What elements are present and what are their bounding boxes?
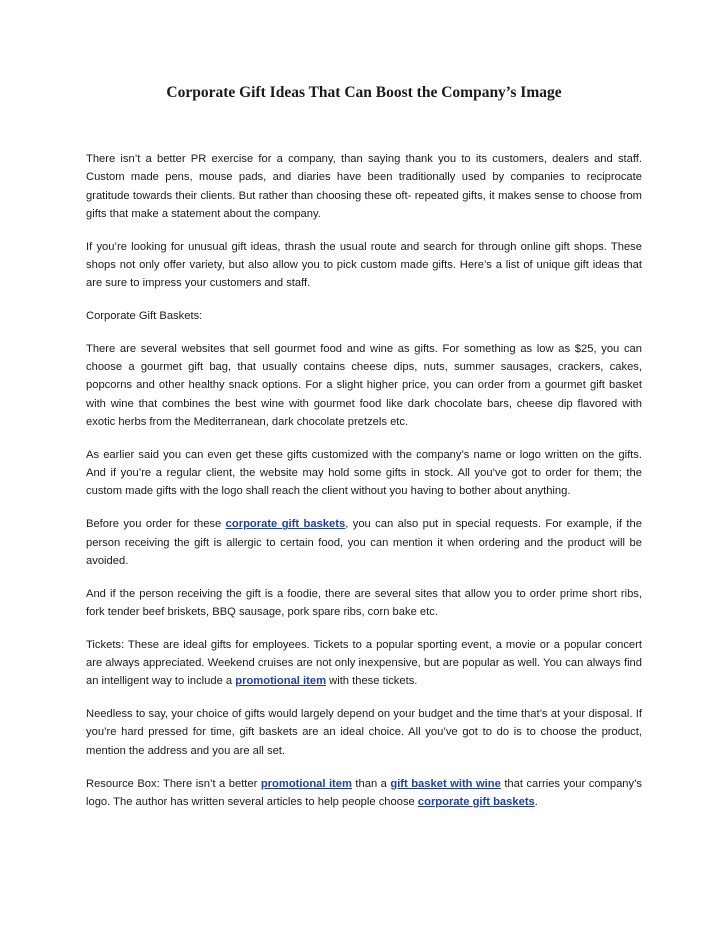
paragraph-budget: Needless to say, your choice of gifts would largely depend on your budget and the time that’s at your disposal. If you’re hard pressed for time, gift baskets are an ideal choice. All you’ve got to do is to choose the product, mention the address and you are all set. bbox=[86, 708, 642, 757]
text-segment: Tickets: These are ideal gifts for employees. Tickets to a popular sporting event, a movie or a popular concert are always appreciated. Weekend cruises are not only inexpensive, but are popular as well. You can always find an intelligent way to include a bbox=[86, 638, 642, 688]
link-corporate-gift-baskets[interactable]: corporate gift baskets bbox=[225, 518, 346, 531]
link-gift-basket-with-wine[interactable]: gift basket with wine bbox=[390, 777, 501, 790]
paragraph-resource-box bbox=[86, 775, 642, 812]
paragraph-special-requests bbox=[86, 515, 642, 570]
paragraph-foodie: And if the person receiving the gift is a foodie, there are several sites that allow you to order prime short ribs, fork tender beef briskets, BBQ sausage, pork spare ribs, corn bake etc. bbox=[86, 587, 642, 618]
paragraph-tickets bbox=[86, 636, 642, 691]
text-segment: that carries your company’s logo. The author has written several articles to help people choose bbox=[86, 777, 642, 808]
text-segment: than a bbox=[351, 777, 391, 790]
document-title: Corporate Gift Ideas That Can Boost the Company’s Image bbox=[166, 84, 562, 101]
paragraph-customized: As earlier said you can even get these gifts customized with the company’s name or logo written on the gifts. And if you’re a regular client, the website may hold some gifts in stock. All you’ve got to order for them; the custom made gifts with the logo shall reach the client without you having to bother about anything. bbox=[86, 448, 642, 498]
paragraph-intro: There isn’t a better PR exercise for a company, than saying thank you to its customers, dealers and staff. Custom made pens, mouse pads, and diaries have been traditionally used by companies to reciprocate gratitude towards their clients. But rather than choosing these oft- repeated gifts, it makes sense to choose from gifts that make a statement about the company. bbox=[86, 153, 642, 220]
text-segment: Resource Box: There isn’t a better bbox=[86, 777, 261, 790]
link-promotional-item[interactable]: promotional item bbox=[235, 675, 327, 688]
text-segment: , you can also put in special requests. For example, if the person receiving the gift is allergic to certain food, you can mention it when ordering and the product will be avoided. bbox=[86, 518, 642, 567]
text-segment: Before you order for these bbox=[86, 518, 226, 531]
section-heading-gift-baskets: Corporate Gift Baskets: bbox=[86, 310, 203, 323]
link-promotional-item-2[interactable]: promotional item bbox=[260, 777, 352, 790]
text-segment: . bbox=[534, 795, 538, 808]
paragraph-unusual-gifts: If you’re looking for unusual gift ideas, thrash the usual route and search for through online gift shops. These shops not only offer variety, but also allow you to pick custom made gifts. Here’s a list of unique gift ideas that are sure to impress your customers and staff. bbox=[86, 240, 642, 290]
text-segment: with these tickets. bbox=[326, 675, 418, 688]
link-corporate-gift-baskets-2[interactable]: corporate gift baskets bbox=[417, 795, 535, 808]
document-body bbox=[86, 150, 642, 826]
paragraph-gourmet-food: There are several websites that sell gourmet food and wine as gifts. For something as low as $25, you can choose a gourmet gift bag, that usually contains cheese dips, nuts, summer sausages, crackers, cakes, popcorns and other healthy snack options. For a slight higher price, you can order from a gourmet gift basket with wine that combines the best wine with gourmet food like dark chocolate bars, cheese dip flavored with exotic herbs from the Mediterranean, dark chocolate pretzels etc. bbox=[86, 342, 642, 429]
